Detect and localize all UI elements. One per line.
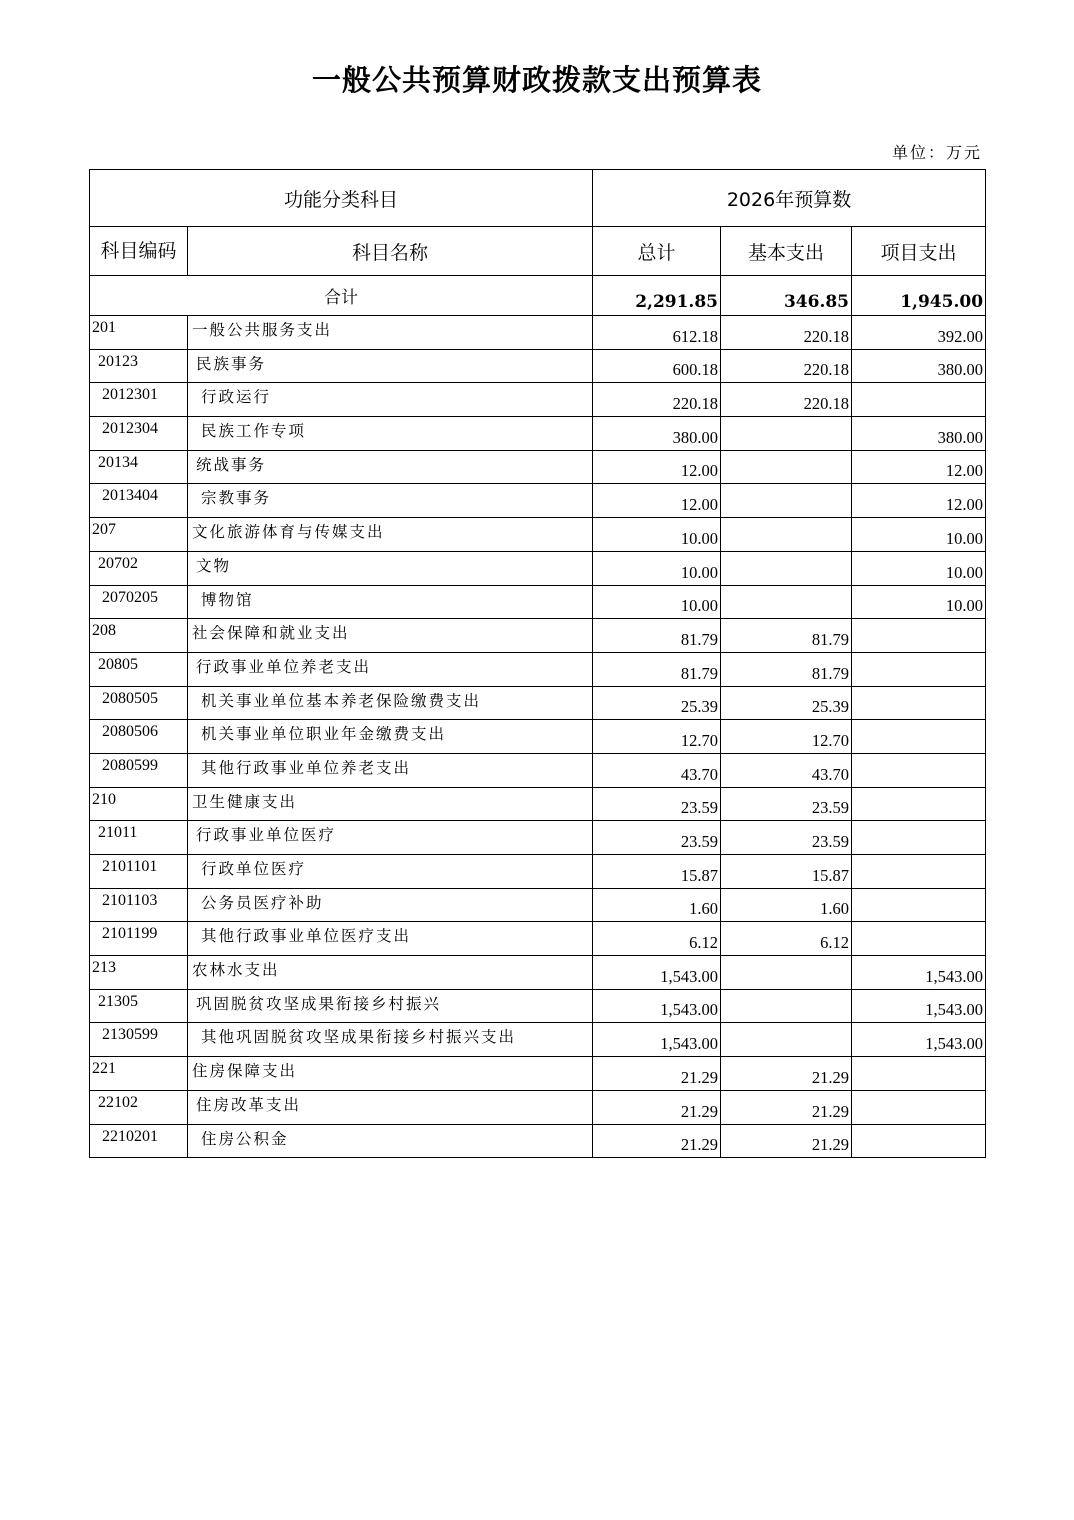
row-project: [852, 720, 986, 754]
row-name: 住房改革支出: [188, 1090, 593, 1124]
row-code: 2210201: [90, 1124, 188, 1158]
row-name: 统战事务: [188, 450, 593, 484]
row-basic: 6.12: [721, 922, 852, 956]
row-name: 机关事业单位职业年金缴费支出: [188, 720, 593, 754]
table-row: [90, 1090, 986, 1124]
table-row: [90, 1057, 986, 1091]
row-code: 2101103: [90, 888, 188, 922]
row-name: 行政事业单位医疗: [188, 821, 593, 855]
row-code: 2101101: [90, 855, 188, 889]
table-row: [90, 551, 986, 585]
row-name: 其他行政事业单位养老支出: [188, 753, 593, 787]
row-basic: [721, 1023, 852, 1057]
row-total: 1,543.00: [593, 956, 721, 990]
row-basic: 12.70: [721, 720, 852, 754]
table-row: [90, 652, 986, 686]
row-project: [852, 1124, 986, 1158]
row-total: 380.00: [593, 417, 721, 451]
row-project: [852, 652, 986, 686]
row-code: 21011: [90, 821, 188, 855]
table-row: [90, 821, 986, 855]
row-basic: 25.39: [721, 686, 852, 720]
row-project: 10.00: [852, 585, 986, 619]
row-project: 1,543.00: [852, 1023, 986, 1057]
table-row: [90, 1124, 986, 1158]
row-basic: 21.29: [721, 1057, 852, 1091]
total-project: 1,945.00: [852, 276, 986, 316]
row-total: 23.59: [593, 787, 721, 821]
row-name: 公务员医疗补助: [188, 888, 593, 922]
row-name: 民族事务: [188, 349, 593, 383]
row-code: 210: [90, 787, 188, 821]
header-code: 科目编码: [90, 227, 188, 276]
row-basic: 220.18: [721, 349, 852, 383]
row-code: 20134: [90, 450, 188, 484]
table-row: [90, 956, 986, 990]
row-project: [852, 855, 986, 889]
row-code: 207: [90, 518, 188, 552]
header-basic: 基本支出: [721, 227, 852, 276]
table-row: [90, 989, 986, 1023]
row-code: 2013404: [90, 484, 188, 518]
row-basic: [721, 585, 852, 619]
row-name: 宗教事务: [188, 484, 593, 518]
total-label: 合计: [90, 276, 593, 316]
row-code: 201: [90, 316, 188, 350]
row-project: 392.00: [852, 316, 986, 350]
row-name: 其他巩固脱贫攻坚成果衔接乡村振兴支出: [188, 1023, 593, 1057]
row-project: 1,543.00: [852, 956, 986, 990]
row-name: 住房保障支出: [188, 1057, 593, 1091]
row-basic: 81.79: [721, 619, 852, 653]
row-code: 20805: [90, 652, 188, 686]
row-total: 15.87: [593, 855, 721, 889]
header-total: 总计: [593, 227, 721, 276]
unit-label: 单位：万元: [891, 143, 982, 162]
total-basic: 346.85: [721, 276, 852, 316]
row-project: 12.00: [852, 484, 986, 518]
row-basic: [721, 417, 852, 451]
row-total: 220.18: [593, 383, 721, 417]
row-name: 文化旅游体育与传媒支出: [188, 518, 593, 552]
row-name: 巩固脱贫攻坚成果衔接乡村振兴: [188, 989, 593, 1023]
row-project: [852, 787, 986, 821]
table-row: [90, 619, 986, 653]
row-name: 行政单位医疗: [188, 855, 593, 889]
row-total: 43.70: [593, 753, 721, 787]
row-code: 2012304: [90, 417, 188, 451]
row-basic: [721, 518, 852, 552]
row-total: 600.18: [593, 349, 721, 383]
row-name: 社会保障和就业支出: [188, 619, 593, 653]
row-name: 机关事业单位基本养老保险缴费支出: [188, 686, 593, 720]
row-code: 21305: [90, 989, 188, 1023]
row-total: 23.59: [593, 821, 721, 855]
row-basic: [721, 450, 852, 484]
row-total: 81.79: [593, 652, 721, 686]
header-project: 项目支出: [852, 227, 986, 276]
row-project: 380.00: [852, 417, 986, 451]
row-project: [852, 888, 986, 922]
row-project: 1,543.00: [852, 989, 986, 1023]
budget-table: [89, 169, 986, 1158]
row-code: 20123: [90, 349, 188, 383]
table-row: [90, 1023, 986, 1057]
row-basic: 21.29: [721, 1124, 852, 1158]
row-total: 6.12: [593, 922, 721, 956]
row-project: [852, 383, 986, 417]
table-row: [90, 316, 986, 350]
row-basic: 43.70: [721, 753, 852, 787]
row-basic: [721, 484, 852, 518]
total-sum: 2,291.85: [593, 276, 721, 316]
table-row: [90, 484, 986, 518]
table-row: [90, 787, 986, 821]
row-basic: 220.18: [721, 316, 852, 350]
row-total: 1,543.00: [593, 1023, 721, 1057]
row-project: 12.00: [852, 450, 986, 484]
row-name: 行政事业单位养老支出: [188, 652, 593, 686]
row-name: 一般公共服务支出: [188, 316, 593, 350]
row-name: 住房公积金: [188, 1124, 593, 1158]
row-basic: 15.87: [721, 855, 852, 889]
row-project: [852, 619, 986, 653]
row-total: 12.00: [593, 484, 721, 518]
row-code: 2080505: [90, 686, 188, 720]
row-name: 卫生健康支出: [188, 787, 593, 821]
row-total: 1.60: [593, 888, 721, 922]
row-total: 10.00: [593, 585, 721, 619]
row-total: 21.29: [593, 1124, 721, 1158]
row-project: [852, 1090, 986, 1124]
row-project: [852, 821, 986, 855]
row-code: 213: [90, 956, 188, 990]
total-row: [90, 276, 986, 316]
table-row: [90, 888, 986, 922]
row-basic: 23.59: [721, 821, 852, 855]
row-code: 22102: [90, 1090, 188, 1124]
header-name: 科目名称: [188, 227, 593, 276]
row-project: 380.00: [852, 349, 986, 383]
table-row: [90, 922, 986, 956]
row-project: [852, 922, 986, 956]
row-basic: [721, 956, 852, 990]
row-total: 12.70: [593, 720, 721, 754]
table-row: [90, 450, 986, 484]
row-basic: [721, 989, 852, 1023]
row-project: [852, 686, 986, 720]
table-row: [90, 585, 986, 619]
row-total: 1,543.00: [593, 989, 721, 1023]
table-row: [90, 383, 986, 417]
row-total: 612.18: [593, 316, 721, 350]
row-basic: 21.29: [721, 1090, 852, 1124]
row-code: 2130599: [90, 1023, 188, 1057]
row-total: 25.39: [593, 686, 721, 720]
table-row: [90, 686, 986, 720]
row-basic: 81.79: [721, 652, 852, 686]
table-row: [90, 753, 986, 787]
row-total: 10.00: [593, 518, 721, 552]
header-budget-group: 2026年预算数: [593, 170, 986, 227]
row-code: 2101199: [90, 922, 188, 956]
row-basic: 1.60: [721, 888, 852, 922]
row-total: 81.79: [593, 619, 721, 653]
row-total: 12.00: [593, 450, 721, 484]
row-name: 行政运行: [188, 383, 593, 417]
row-project: [852, 1057, 986, 1091]
table-row: [90, 417, 986, 451]
row-code: 221: [90, 1057, 188, 1091]
row-total: 10.00: [593, 551, 721, 585]
header-category: 功能分类科目: [90, 170, 593, 227]
row-basic: 220.18: [721, 383, 852, 417]
page-title: 一般公共预算财政拨款支出预算表: [311, 63, 762, 97]
row-basic: 23.59: [721, 787, 852, 821]
row-name: 文物: [188, 551, 593, 585]
table-row: [90, 855, 986, 889]
row-total: 21.29: [593, 1057, 721, 1091]
row-code: 2080506: [90, 720, 188, 754]
table-row: [90, 518, 986, 552]
table-row: [90, 720, 986, 754]
row-code: 20702: [90, 551, 188, 585]
row-project: 10.00: [852, 518, 986, 552]
row-name: 其他行政事业单位医疗支出: [188, 922, 593, 956]
row-name: 农林水支出: [188, 956, 593, 990]
row-code: 208: [90, 619, 188, 653]
row-total: 21.29: [593, 1090, 721, 1124]
row-project: [852, 753, 986, 787]
row-name: 博物馆: [188, 585, 593, 619]
row-basic: [721, 551, 852, 585]
row-code: 2070205: [90, 585, 188, 619]
row-code: 2080599: [90, 753, 188, 787]
row-name: 民族工作专项: [188, 417, 593, 451]
row-project: 10.00: [852, 551, 986, 585]
table-row: [90, 349, 986, 383]
row-code: 2012301: [90, 383, 188, 417]
